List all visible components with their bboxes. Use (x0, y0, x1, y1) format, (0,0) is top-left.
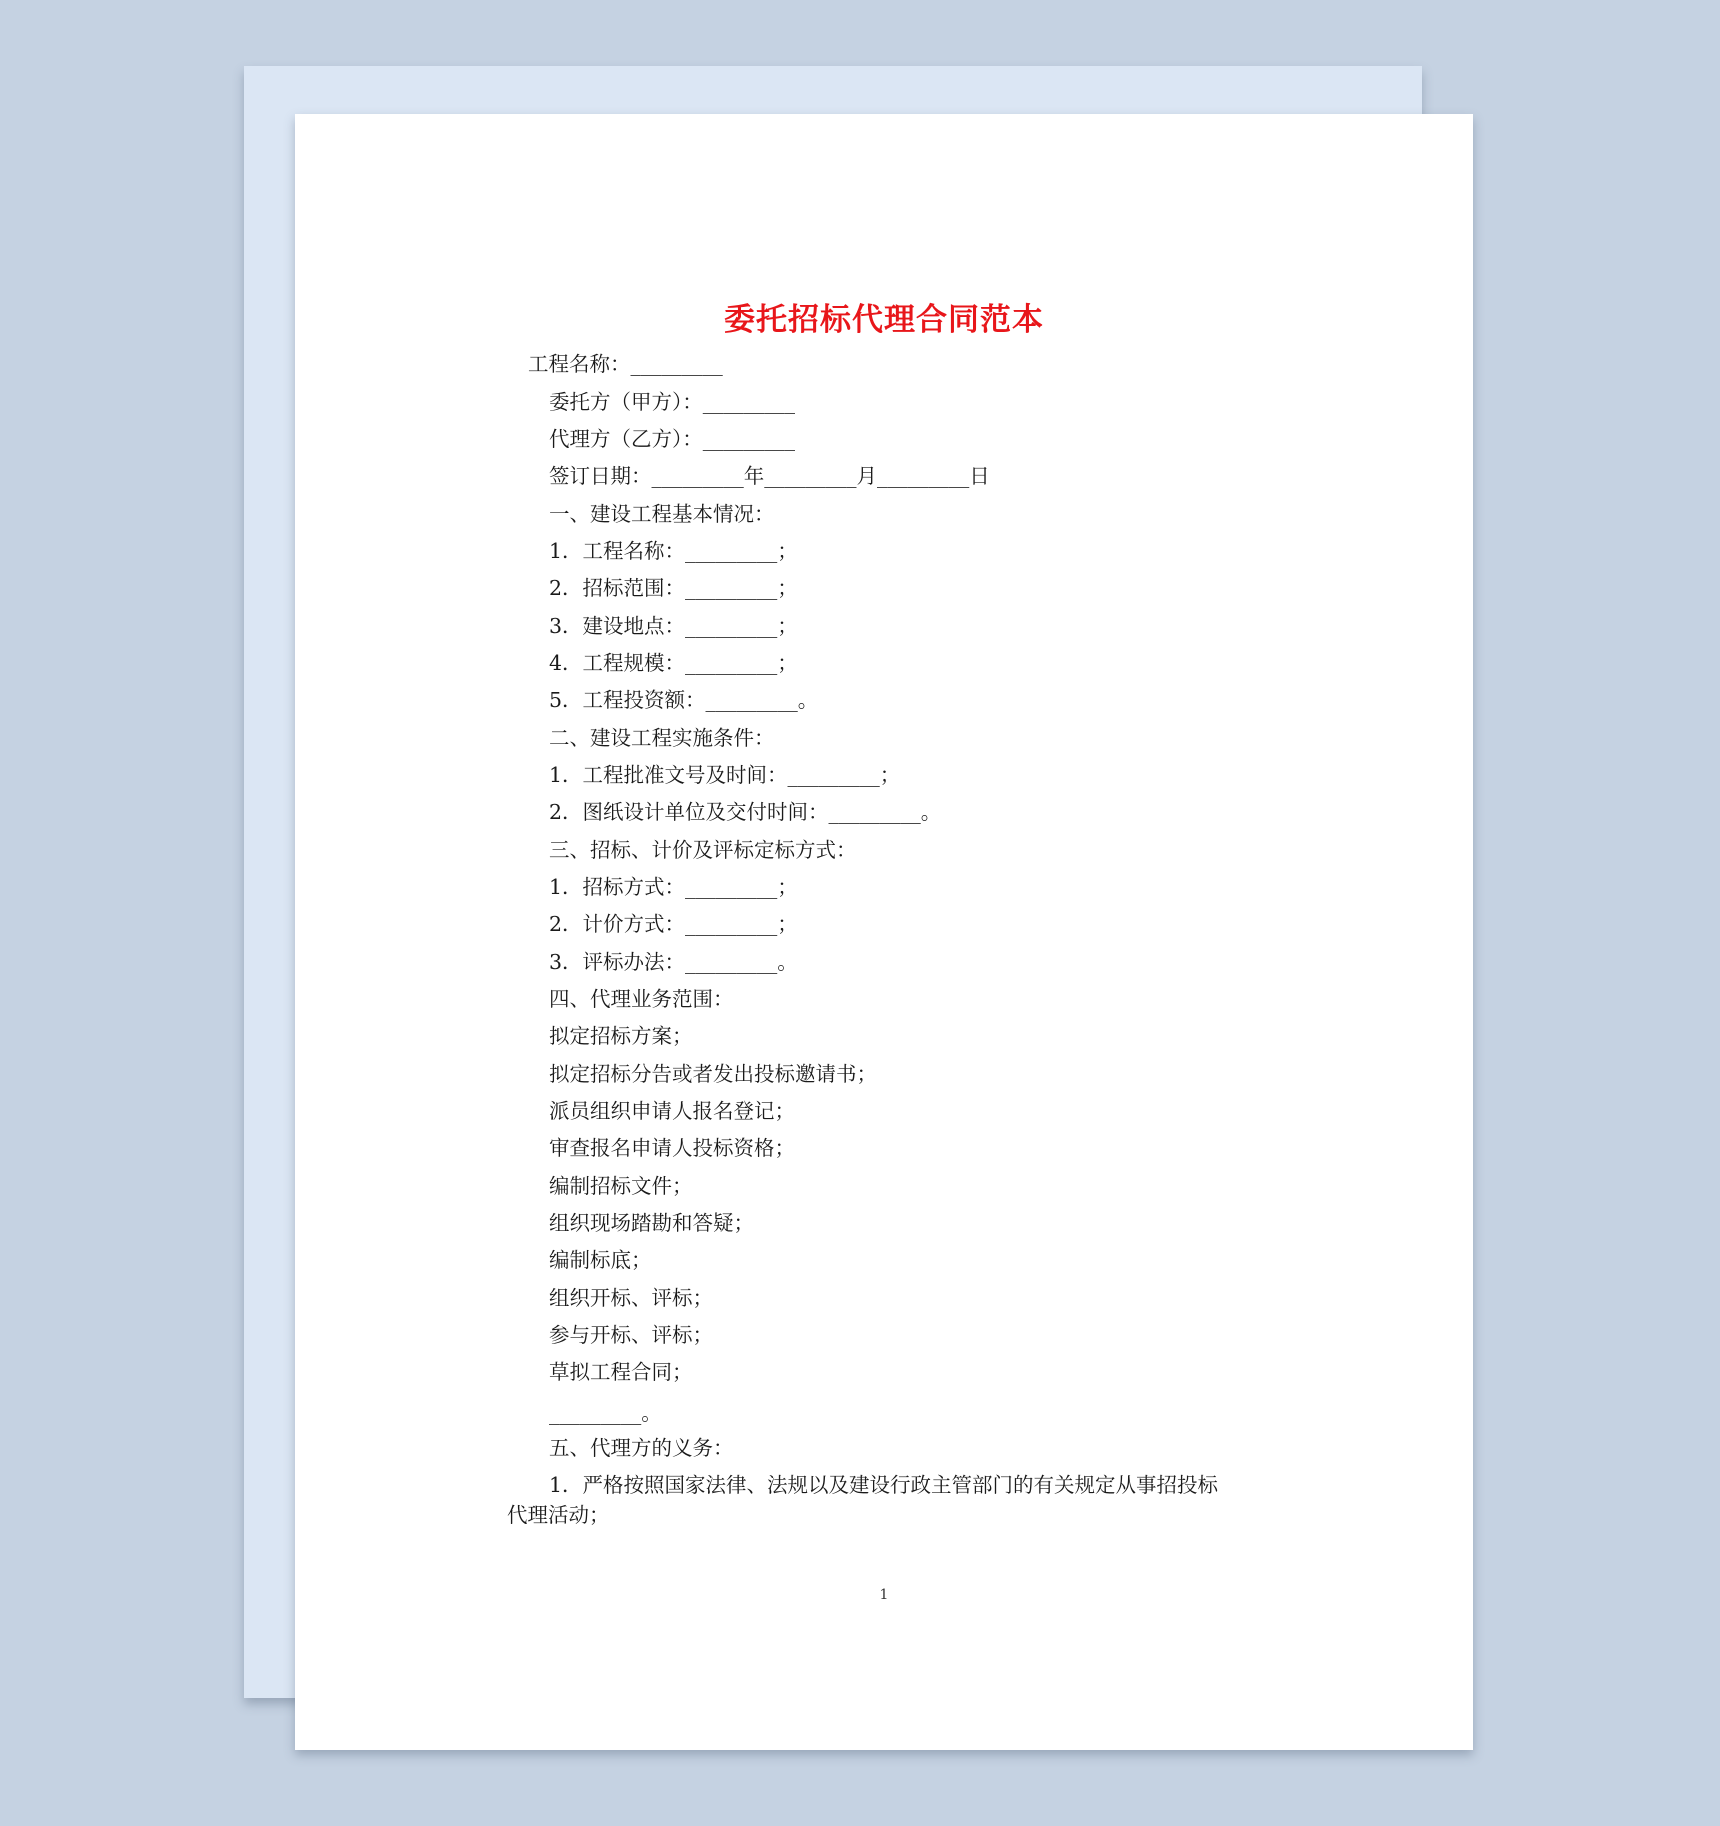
list-item: 拟定招标方案； (549, 1024, 693, 1048)
text-line-client: 委托方（甲方）：_________ (549, 390, 795, 414)
list-item: 编制标底； (549, 1248, 652, 1272)
section-heading-2: 二、建设工程实施条件： (549, 726, 775, 750)
list-item: 参与开标、评标； (549, 1323, 713, 1347)
list-item: 2．图纸设计单位及交付时间：_________。 (549, 800, 942, 824)
list-item: 1．招标方式：_________； (549, 875, 798, 899)
list-item: _________。 (549, 1401, 662, 1425)
list-item: 2．计价方式：_________； (549, 912, 798, 936)
page-number: 1 (879, 1587, 889, 1603)
text-line-agent: 代理方（乙方）：_________ (549, 427, 795, 451)
list-item: 草拟工程合同； (549, 1360, 693, 1384)
list-item: 组织开标、评标； (549, 1286, 713, 1310)
list-item: 3．建设地点：_________； (549, 614, 798, 638)
list-item: 5．工程投资额：_________。 (549, 688, 819, 712)
document-page (295, 114, 1473, 1750)
list-item: 审查报名申请人投标资格； (549, 1136, 795, 1160)
list-item: 4．工程规模：_________； (549, 651, 798, 675)
section-heading-3: 三、招标、计价及评标定标方式： (549, 838, 857, 862)
section-heading-4: 四、代理业务范围： (549, 987, 734, 1011)
list-item: 3．评标办法：_________。 (549, 950, 798, 974)
text-line-project-name: 工程名称：_________ (528, 352, 723, 376)
paragraph-line: 代理活动； (507, 1503, 610, 1527)
list-item: 编制招标文件； (549, 1174, 693, 1198)
list-item: 拟定招标分告或者发出投标邀请书； (549, 1062, 877, 1086)
paragraph-line: 1．严格按照国家法律、法规以及建设行政主管部门的有关规定从事招投标 (549, 1473, 1219, 1497)
list-item: 派员组织申请人报名登记； (549, 1099, 795, 1123)
section-heading-1: 一、建设工程基本情况： (549, 502, 775, 526)
document-title: 委托招标代理合同范本 (724, 302, 1044, 338)
list-item: 1．工程批准文号及时间：_________； (549, 763, 901, 787)
list-item: 2．招标范围：_________； (549, 576, 798, 600)
text-line-sign-date: 签订日期：_________年_________月_________日 (549, 464, 990, 488)
list-item: 1．工程名称：_________； (549, 539, 798, 563)
list-item: 组织现场踏勘和答疑； (549, 1211, 754, 1235)
section-heading-5: 五、代理方的义务： (549, 1436, 734, 1460)
